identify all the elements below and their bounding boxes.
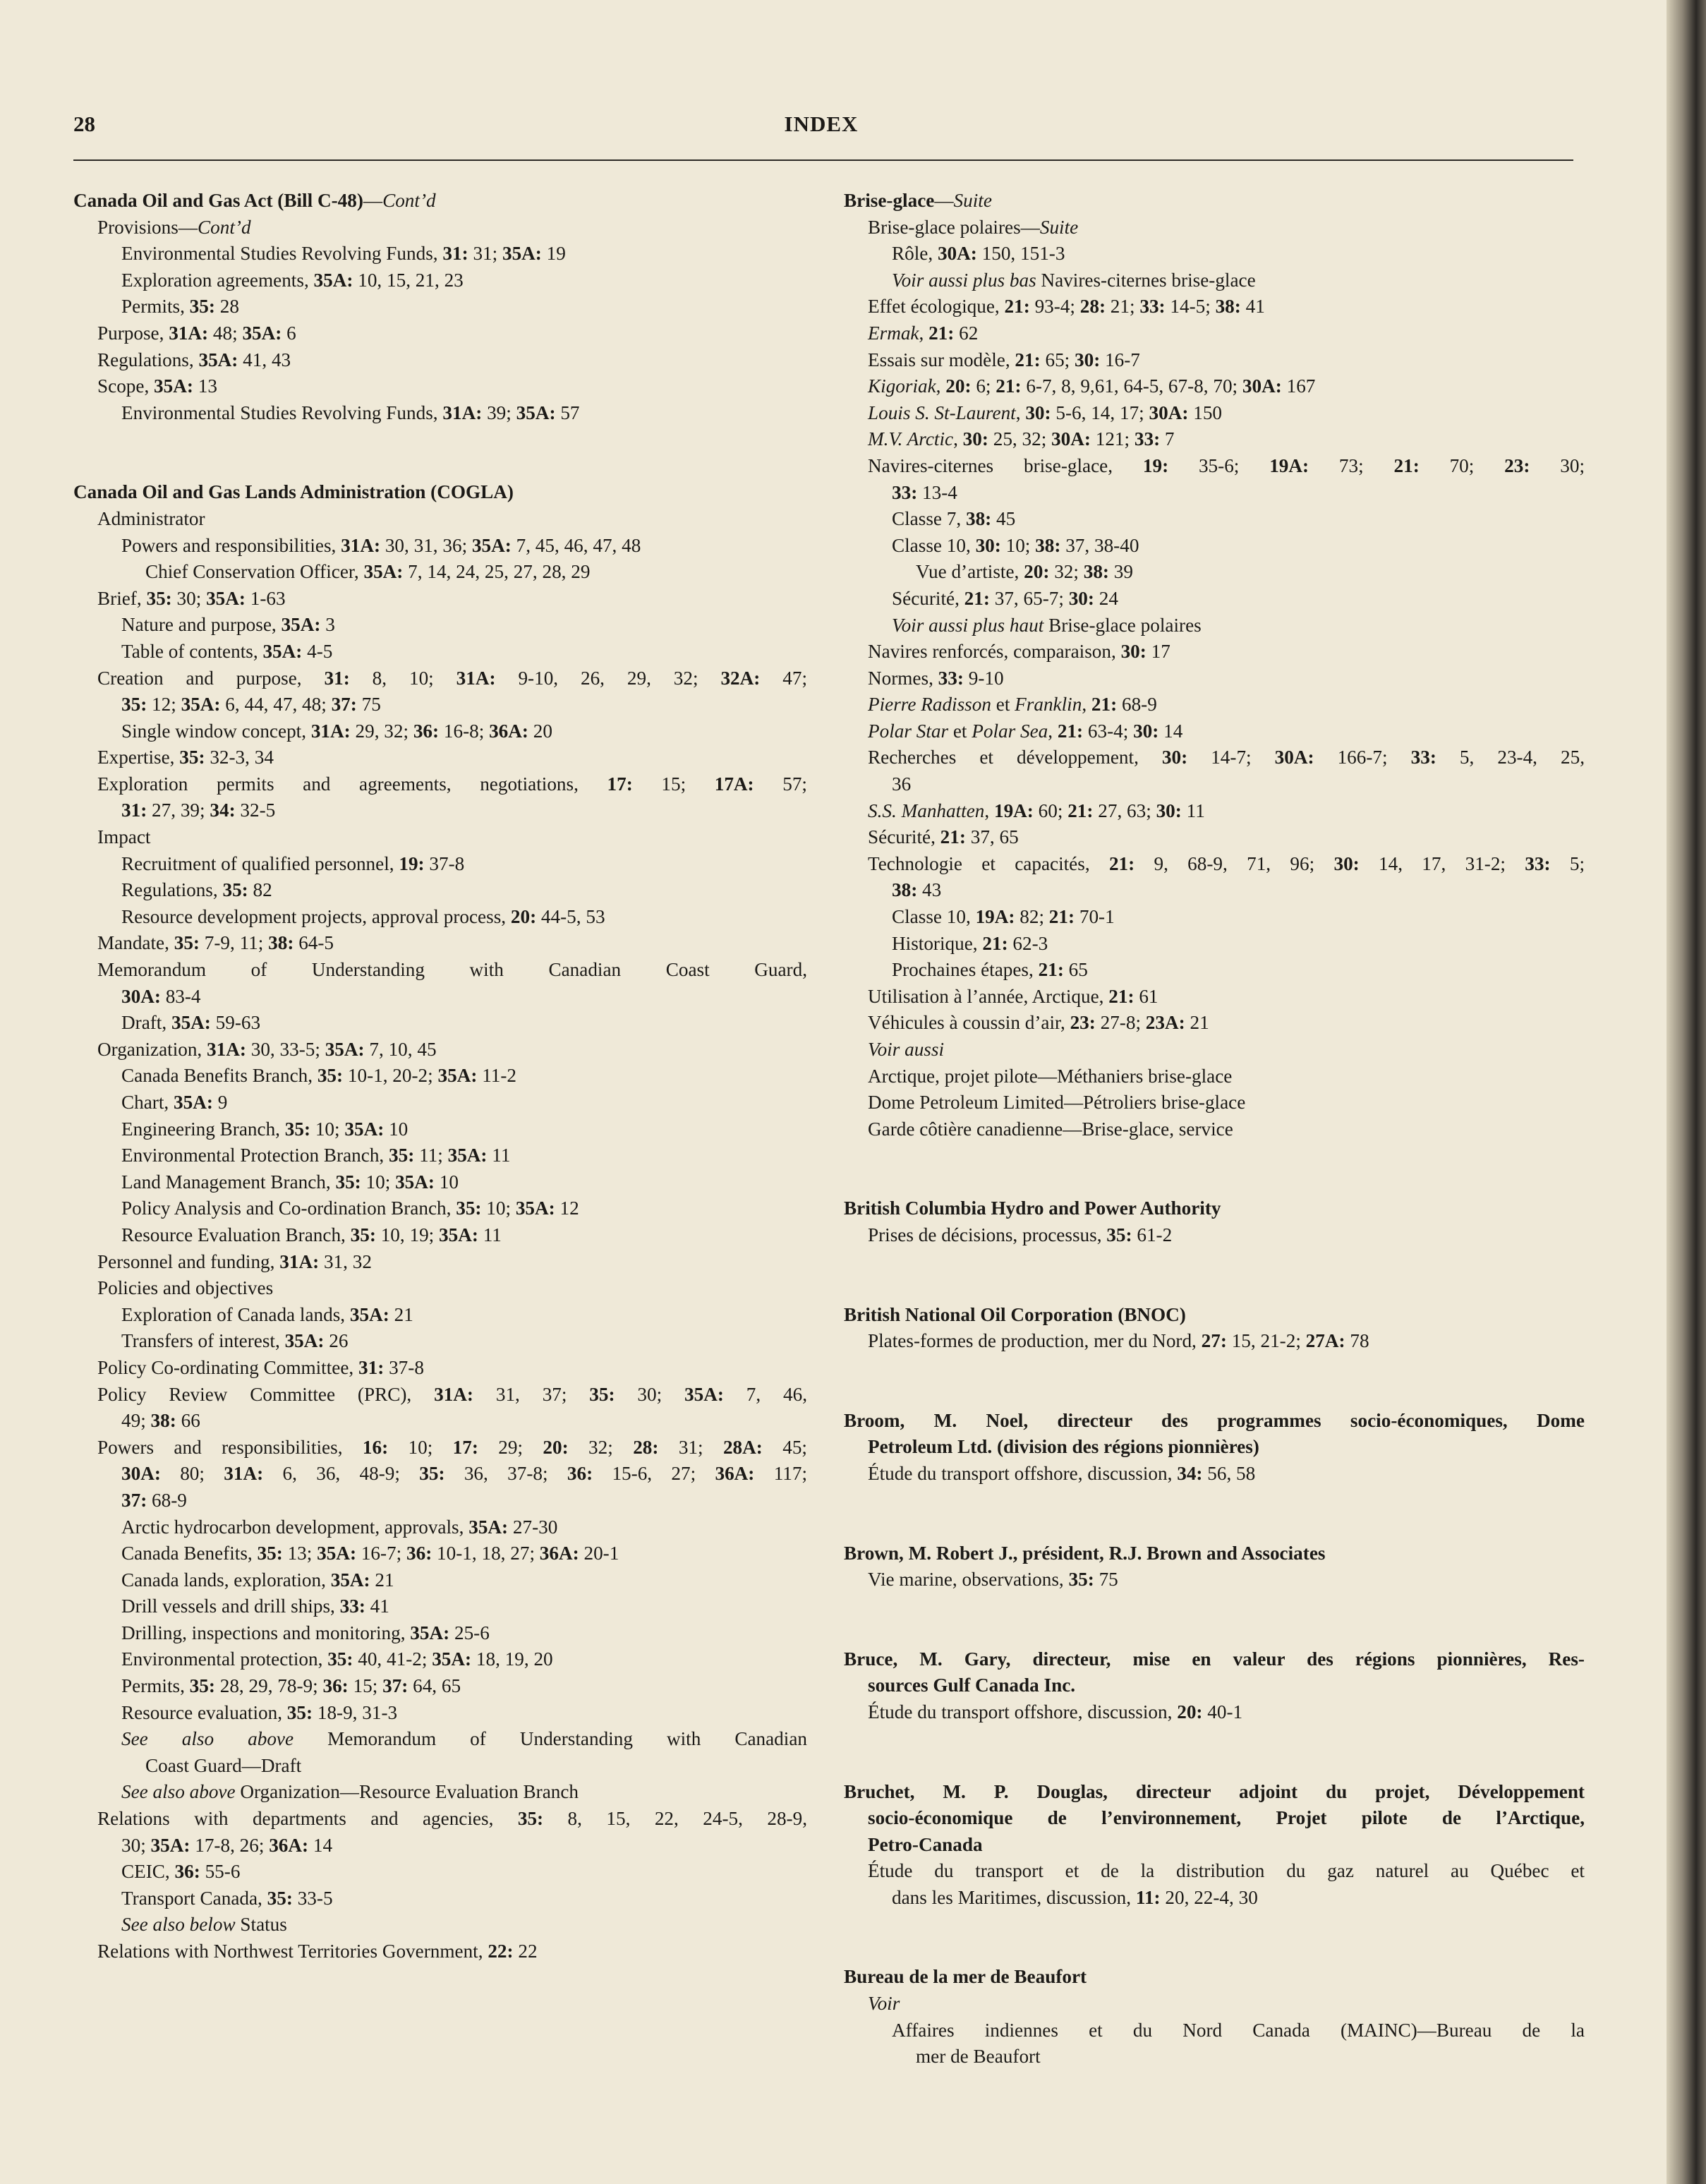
index-subentry: Étude du transport offshore, discussion, 34: 56, 58	[868, 1462, 1256, 1484]
index-subentry: Normes, 33: 9-10	[868, 667, 1004, 689]
page-number: 28	[73, 111, 95, 136]
index-subentry: Regulations, 35A: 41, 43	[97, 349, 291, 370]
index-heading: Bruce, M. Gary, directeur, mise en valeur des régions pionnières, Res-	[844, 1648, 1585, 1670]
index-heading: Broom, M. Noel, directeur des programmes socio-économiques, Dome	[844, 1409, 1585, 1431]
index-subentry: Drill vessels and drill ships, 33: 41	[121, 1595, 389, 1617]
index-heading: British National Oil Corporation (BNOC)	[844, 1303, 1186, 1325]
entry-spacer	[844, 1488, 1585, 1540]
index-subentry: Recherches et développement, 30: 14-7; 30A: 166-7; 33: 5, 23-4, 25,	[868, 747, 1585, 768]
index-subentry: See also above Memorandum of Understanding with Canadian	[121, 1728, 807, 1750]
index-subentry: Environmental Protection Branch, 35: 11; 35A: 11	[121, 1145, 511, 1166]
index-subentry: 35: 12; 35A: 6, 44, 47, 48; 37: 75	[121, 694, 381, 716]
index-subentry: Purpose, 31A: 48; 35A: 6	[97, 322, 296, 344]
index-subentry: 30; 35A: 17-8, 26; 36A: 14	[121, 1834, 333, 1856]
index-subentry: Canada Benefits, 35: 13; 35A: 16-7; 36: 10-1, 18, 27; 36A: 20-1	[121, 1543, 619, 1564]
index-subentry: Organization, 31A: 30, 33-5; 35A: 7, 10, 45	[97, 1038, 437, 1060]
entry-spacer	[844, 1249, 1585, 1302]
index-subentry: Administrator	[97, 507, 205, 529]
index-subentry: S.S. Manhatten, 19A: 60; 21: 27, 63; 30: 11	[868, 800, 1205, 821]
index-subentry: Voir aussi plus haut Brise-glace polaires	[892, 614, 1202, 636]
index-subentry: 30A: 80; 31A: 6, 36, 48-9; 35: 36, 37-8; 36: 15-6, 27; 36A: 117;	[121, 1463, 808, 1485]
index-subentry: Table of contents, 35A: 4-5	[121, 640, 333, 662]
index-subentry: Étude du transport offshore, discussion, 20: 40-1	[868, 1701, 1243, 1723]
index-subentry: Recruitment of qualified personnel, 19: 37-8	[121, 852, 465, 874]
index-subentry: Pierre Radisson et Franklin, 21: 68-9	[868, 694, 1157, 716]
entry-spacer	[844, 1726, 1585, 1779]
index-heading: Canada Oil and Gas Act (Bill C-48)—Cont’d	[73, 190, 436, 211]
index-subentry: Nature and purpose, 35A: 3	[121, 614, 335, 636]
index-subentry: Exploration permits and agreements, negotiations, 17: 15; 17A: 57;	[97, 773, 807, 795]
index-heading: British Columbia Hydro and Power Authority	[844, 1197, 1221, 1219]
index-subentry: Historique, 21: 62-3	[892, 932, 1048, 954]
index-subentry: Navires-citernes brise-glace, 19: 35-6; 19A: 73; 21: 70; 23: 30;	[868, 454, 1585, 476]
left-column	[73, 188, 807, 1965]
index-subentry: 49; 38: 66	[121, 1410, 200, 1432]
index-subentry: Mandate, 35: 7-9, 11; 38: 64-5	[97, 932, 334, 954]
index-subentry: 31: 27, 39; 34: 32-5	[121, 800, 276, 821]
index-subentry: Brief, 35: 30; 35A: 1-63	[97, 587, 286, 609]
index-subentry: Dome Petroleum Limited—Pétroliers brise-glace	[868, 1092, 1246, 1114]
index-subentry: Environmental Studies Revolving Funds, 31A: 39; 35A: 57	[121, 402, 580, 423]
index-subentry: Arctic hydrocarbon development, approvals, 35A: 27-30	[121, 1516, 558, 1538]
index-subentry: socio-économique de l’environnement, Projet pilote de l’Arctique,	[868, 1807, 1585, 1829]
entry-spacer	[73, 426, 807, 479]
index-subentry: 33: 13-4	[892, 481, 957, 503]
index-subentry: Provisions—Cont’d	[97, 216, 251, 238]
index-subentry: Vue d’artiste, 20: 32; 38: 39	[916, 561, 1133, 583]
index-subentry: Personnel and funding, 31A: 31, 32	[97, 1250, 372, 1272]
index-subentry: Polar Star et Polar Sea, 21: 63-4; 30: 14	[868, 720, 1183, 742]
index-subentry: Regulations, 35: 82	[121, 879, 272, 901]
index-subentry: Resource Evaluation Branch, 35: 10, 19; 35A: 11	[121, 1224, 502, 1245]
index-subentry: Petroleum Ltd. (division des régions pionnières)	[868, 1436, 1259, 1458]
index-subentry: See also below Status	[121, 1914, 287, 1936]
entry-spacer	[844, 1142, 1585, 1195]
index-subentry: Véhicules à coussin d’air, 23: 27-8; 23A: 21	[868, 1012, 1209, 1034]
index-heading: Bureau de la mer de Beaufort	[844, 1966, 1087, 1988]
index-subentry: 36	[892, 773, 912, 795]
index-subentry: Affaires indiennes et du Nord Canada (MAINC)—Bureau de la	[892, 2019, 1585, 2041]
index-subentry: 37: 68-9	[121, 1489, 187, 1511]
index-subentry: Essais sur modèle, 21: 65; 30: 16-7	[868, 349, 1140, 370]
index-subentry: Prises de décisions, processus, 35: 61-2	[868, 1224, 1173, 1245]
index-subentry: Impact	[97, 826, 151, 848]
index-subentry: Relations with Northwest Territories Government, 22: 22	[97, 1941, 538, 1962]
index-subentry: Exploration agreements, 35A: 10, 15, 21, 23	[121, 269, 464, 291]
index-subentry: 38: 43	[892, 879, 942, 901]
index-heading: Brise-glace—Suite	[844, 190, 992, 211]
index-subentry: Étude du transport et de la distribution du gaz naturel au Québec et	[868, 1860, 1585, 1882]
index-subentry: Permits, 35: 28, 29, 78-9; 36: 15; 37: 64, 65	[121, 1675, 461, 1697]
index-subentry: Resource evaluation, 35: 18-9, 31-3	[121, 1701, 398, 1723]
index-subentry: Creation and purpose, 31: 8, 10; 31A: 9-10, 26, 29, 32; 32A: 47;	[97, 667, 808, 689]
entry-spacer	[844, 1593, 1585, 1646]
index-heading: Canada Oil and Gas Lands Administration (COGLA)	[73, 481, 514, 503]
index-subentry: Prochaines étapes, 21: 65	[892, 959, 1088, 981]
index-subentry: Plates-formes de production, mer du Nord, 27: 15, 21-2; 27A: 78	[868, 1330, 1369, 1352]
index-subentry: Policy Co-ordinating Committee, 31: 37-8	[97, 1356, 424, 1378]
index-subentry: Environmental Studies Revolving Funds, 31: 31; 35A: 19	[121, 243, 566, 265]
index-subentry: Classe 10, 19A: 82; 21: 70-1	[892, 906, 1115, 928]
index-subentry: Technologie et capacités, 21: 9, 68-9, 71, 96; 30: 14, 17, 31-2; 33: 5;	[868, 852, 1585, 874]
index-subentry: Effet écologique, 21: 93-4; 28: 21; 33: 14-5; 38: 41	[868, 296, 1265, 318]
index-subentry: Drilling, inspections and monitoring, 35A: 25-6	[121, 1622, 490, 1643]
index-subentry: CEIC, 36: 55-6	[121, 1861, 241, 1883]
index-subentry: dans les Maritimes, discussion, 11: 20, 22-4, 30	[892, 1886, 1258, 1908]
index-subentry: Navires renforcés, comparaison, 30: 17	[868, 641, 1170, 663]
index-subentry: Memorandum of Understanding with Canadian Coast Guard,	[97, 959, 807, 981]
index-subentry: Petro-Canada	[868, 1833, 983, 1855]
index-heading: Bruchet, M. P. Douglas, directeur adjoint du projet, Développement	[844, 1780, 1585, 1802]
index-subentry: Environmental protection, 35: 40, 41-2; 35A: 18, 19, 20	[121, 1648, 553, 1670]
index-subentry: Louis S. St-Laurent, 30: 5-6, 14, 17; 30A: 150	[868, 402, 1222, 423]
index-subentry: Canada Benefits Branch, 35: 10-1, 20-2; 35A: 11-2	[121, 1065, 517, 1087]
entry-spacer	[844, 1911, 1585, 1964]
index-subentry: Arctique, projet pilote—Méthaniers brise-glace	[868, 1065, 1233, 1087]
index-subentry: Canada lands, exploration, 35A: 21	[121, 1569, 394, 1591]
index-subentry: Voir aussi	[868, 1039, 945, 1060]
index-subentry: Transport Canada, 35: 33-5	[121, 1887, 333, 1909]
index-subentry: Utilisation à l’année, Arctique, 21: 61	[868, 985, 1158, 1007]
index-subentry: Coast Guard—Draft	[145, 1754, 302, 1776]
page-header	[73, 111, 1569, 161]
index-subentry: Garde côtière canadienne—Brise-glace, service	[868, 1118, 1233, 1140]
index-subentry: Policy Review Committee (PRC), 31A: 31, 37; 35: 30; 35A: 7, 46,	[97, 1383, 807, 1405]
index-subentry: Classe 7, 38: 45	[892, 508, 1016, 530]
index-subentry: Single window concept, 31A: 29, 32; 36: 16-8; 36A: 20	[121, 720, 552, 742]
index-subentry: Relations with departments and agencies, 35: 8, 15, 22, 24-5, 28-9,	[97, 1808, 808, 1830]
index-subentry: Resource development projects, approval process, 20: 44-5, 53	[121, 905, 605, 927]
index-subentry: Land Management Branch, 35: 10; 35A: 10	[121, 1171, 459, 1193]
index-subentry: Policy Analysis and Co-ordination Branch, 35: 10; 35A: 12	[121, 1197, 579, 1219]
index-subentry: Sécurité, 21: 37, 65-7; 30: 24	[892, 587, 1118, 609]
index-subentry: Rôle, 30A: 150, 151-3	[892, 243, 1065, 265]
index-subentry: Vie marine, observations, 35: 75	[868, 1569, 1118, 1591]
book-binding-shadow	[1666, 0, 1706, 2184]
index-subentry: Exploration of Canada lands, 35A: 21	[121, 1303, 413, 1325]
index-subentry: Transfers of interest, 35A: 26	[121, 1330, 349, 1352]
index-subentry: Draft, 35A: 59-63	[121, 1012, 261, 1034]
index-subentry: mer de Beaufort	[916, 2046, 1041, 2068]
index-subentry: Sécurité, 21: 37, 65	[868, 826, 1019, 848]
index-subentry: sources Gulf Canada Inc.	[868, 1675, 1076, 1696]
index-subentry: See also above Organization—Resource Evaluation Branch	[121, 1781, 579, 1803]
index-subentry: 30A: 83-4	[121, 985, 201, 1007]
index-subentry: Chart, 35A: 9	[121, 1092, 228, 1113]
index-heading: Brown, M. Robert J., président, R.J. Brown and Associates	[844, 1542, 1326, 1564]
index-subentry: M.V. Arctic, 30: 25, 32; 30A: 121; 33: 7	[868, 428, 1175, 450]
index-subentry: Powers and responsibilities, 31A: 30, 31, 36; 35A: 7, 45, 46, 47, 48	[121, 534, 641, 556]
index-subentry: Policies and objectives	[97, 1277, 274, 1299]
index-subentry: Scope, 35A: 13	[97, 375, 217, 397]
index-subentry: Ermak, 21: 62	[868, 322, 979, 344]
index-subentry: Brise-glace polaires—Suite	[868, 216, 1079, 238]
running-title: INDEX	[784, 111, 859, 136]
index-subentry: Chief Conservation Officer, 35A: 7, 14, 24, 25, 27, 28, 29	[145, 561, 591, 583]
index-subentry: Classe 10, 30: 10; 38: 37, 38-40	[892, 534, 1139, 556]
index-subentry: Voir aussi plus bas Navires-citernes brise-glace	[892, 269, 1256, 291]
index-subentry: Powers and responsibilities, 16: 10; 17: 29; 20: 32; 28: 31; 28A: 45;	[97, 1436, 807, 1458]
entry-spacer	[844, 1355, 1585, 1408]
index-subentry: Permits, 35: 28	[121, 296, 239, 318]
index-subentry: Voir	[868, 1993, 900, 2015]
header-rule	[73, 159, 1573, 161]
index-subentry: Kigoriak, 20: 6; 21: 6-7, 8, 9,61, 64-5, 67-8, 70; 30A: 167	[868, 375, 1316, 397]
right-column	[844, 188, 1585, 2070]
index-subentry: Expertise, 35: 32-3, 34	[97, 747, 274, 768]
index-subentry: Engineering Branch, 35: 10; 35A: 10	[121, 1118, 409, 1140]
